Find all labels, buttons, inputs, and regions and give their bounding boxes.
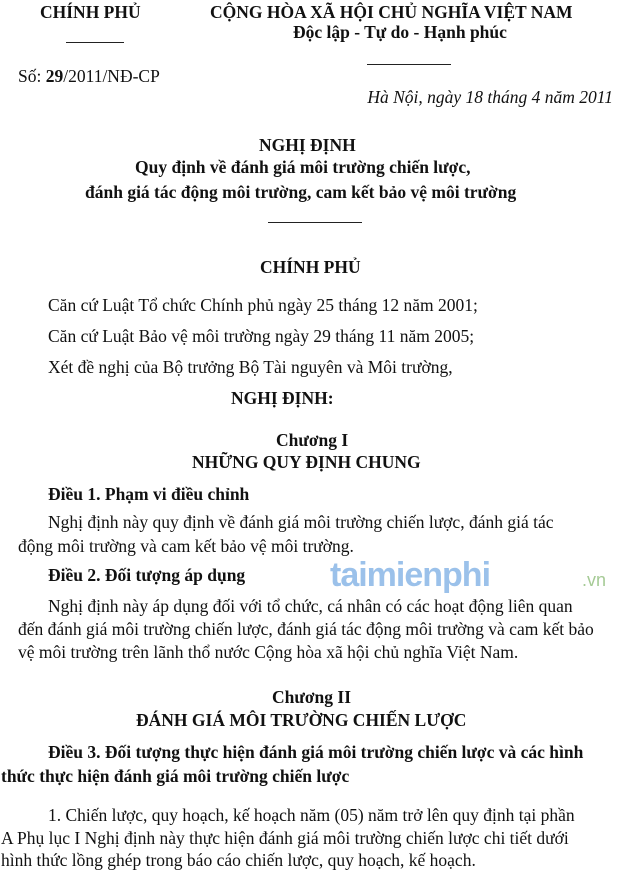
article-1-line: Nghị định này quy định về đánh giá môi trường chiến lược, đánh giá tác [48,512,554,532]
watermark-tld: .vn [581,570,606,590]
number-bold: 29 [45,66,64,86]
number-suffix: /2011/NĐ-CP [63,66,160,86]
title-line-1: Quy định về đánh giá môi trường chiến lược, [135,157,471,177]
place-date: Hà Nội, ngày 18 tháng 4 năm 2011 [367,87,613,107]
issuer: CHÍNH PHỦ [260,257,361,277]
document-number [18,66,160,86]
title-line-2: đánh giá tác động môi trường, cam kết bảo vệ môi trường [85,182,517,202]
divider [268,222,362,223]
chapter-2-title: ĐÁNH GIÁ MÔI TRƯỜNG CHIẾN LƯỢC [136,710,467,730]
article-3-line: A Phụ lục I Nghị định này thực hiện đánh giá môi trường chiến lược chi tiết dưới [1,828,569,848]
article-3-heading-cont: thức thực hiện đánh giá môi trường chiến lược [1,766,350,786]
article-2-line: Nghị định này áp dụng đối với tổ chức, cá nhân có các hoạt động liên quan [48,596,573,616]
article-2-heading: Điều 2. Đối tượng áp dụng [48,565,246,585]
chapter-2-label: Chương II [272,687,352,707]
number-prefix: Số: [18,66,46,86]
article-1-line: động môi trường và cam kết bảo vệ môi trường. [18,536,354,556]
basis-3: Xét đề nghị của Bộ trưởng Bộ Tài nguyên và Môi trường, [48,357,453,377]
article-2-line: vệ môi trường trên lãnh thổ nước Cộng hòa xã hội chủ nghĩa Việt Nam. [18,642,519,662]
decree-label: NGHỊ ĐỊNH: [231,388,334,408]
watermark-logo: taimienphi [330,556,491,594]
article-1-heading: Điều 1. Phạm vi điều chỉnh [48,484,250,504]
divider [367,64,451,65]
article-3-line: hình thức lồng ghép trong báo cáo chiến lược, quy hoạch, kế hoạch. [1,850,476,870]
article-2-line: đến đánh giá môi trường chiến lược, đánh giá tác động môi trường và cam kết bảo [18,619,594,639]
basis-2: Căn cứ Luật Bảo vệ môi trường ngày 29 tháng 11 năm 2005; [48,326,475,346]
article-3-heading: Điều 3. Đối tượng thực hiện đánh giá môi trường chiến lược và các hình [48,742,584,762]
chapter-1-label: Chương I [276,430,349,450]
agency-name: CHÍNH PHỦ [40,2,141,22]
divider [66,42,124,43]
motto: Độc lập - Tự do - Hạnh phúc [293,22,507,42]
document-type: NGHỊ ĐỊNH [259,135,356,155]
chapter-1-title: NHỮNG QUY ĐỊNH CHUNG [192,452,421,472]
basis-1: Căn cứ Luật Tổ chức Chính phủ ngày 25 tháng 12 năm 2001; [48,295,478,315]
nation-name: CỘNG HÒA XÃ HỘI CHỦ NGHĨA VIỆT NAM [210,2,573,22]
article-3-line: 1. Chiến lược, quy hoạch, kế hoạch năm (05) năm trở lên quy định tại phần [48,805,575,825]
